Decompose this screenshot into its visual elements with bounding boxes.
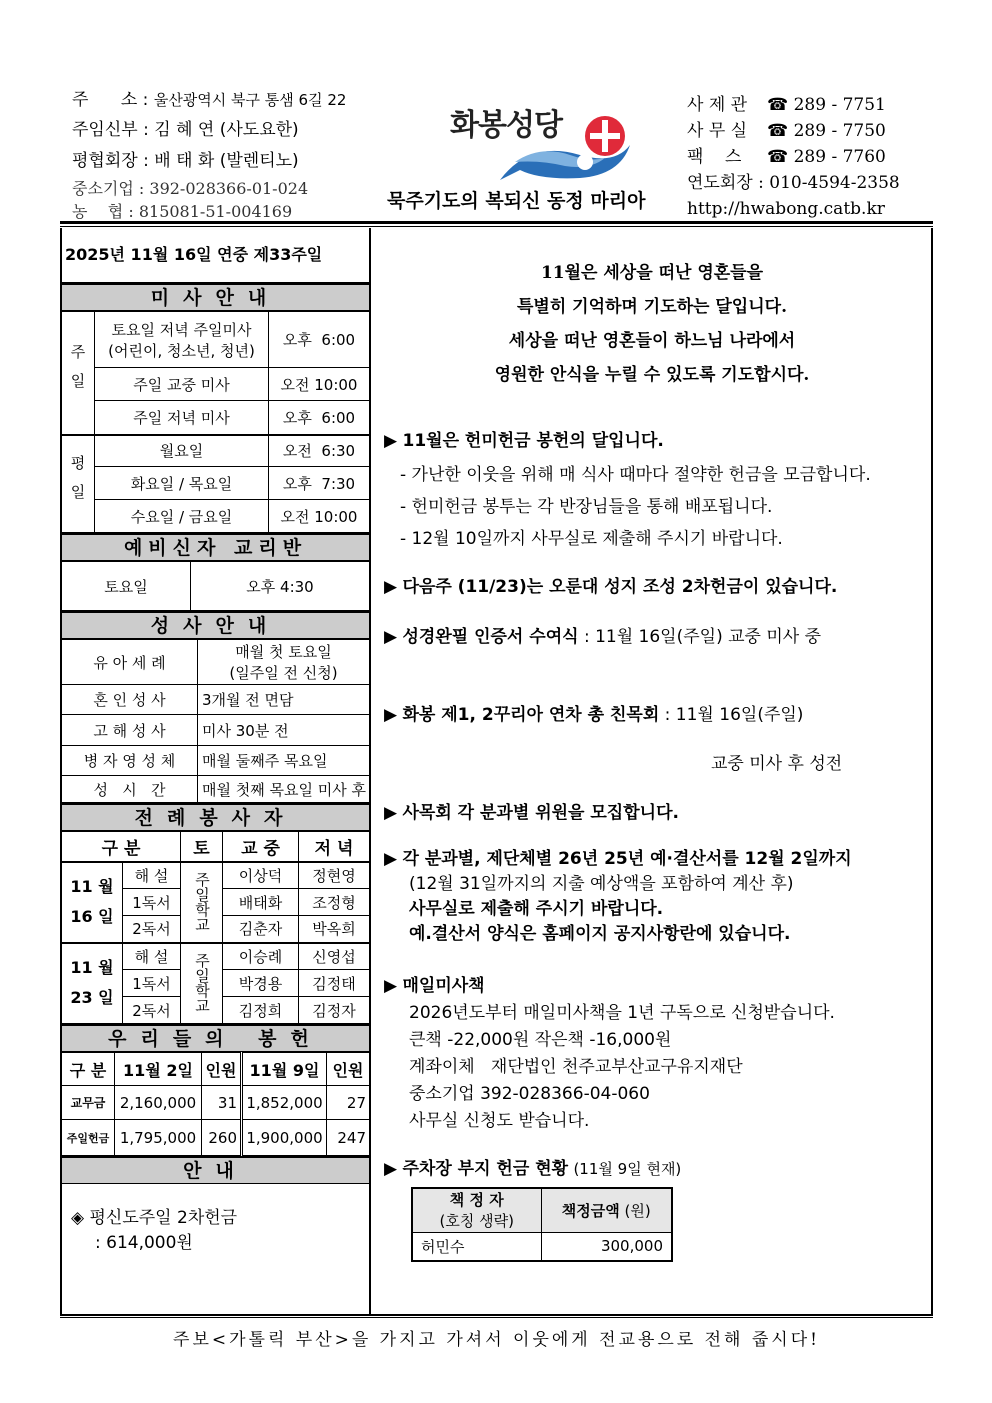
mass-name: 주일 교중 미사: [95, 368, 269, 401]
liturgy-name: 김정태: [299, 970, 370, 997]
sacrament-table: [61, 639, 370, 803]
col-header-text: 책정금액: [561, 1201, 620, 1220]
catechumen-time: 오후 4:30: [191, 562, 370, 611]
contacts: [687, 92, 900, 222]
notice-note: (11월 9일 현재): [573, 1160, 682, 1178]
sacrament-name: 성 시 간: [62, 776, 198, 803]
offering-amount: 1,900,000: [242, 1120, 327, 1156]
sacrament-header: 성사안내: [61, 611, 370, 639]
liturgy-role: 1독서: [123, 889, 181, 916]
notice-text: 예.결산서 양식은 홈페이지 공지사항란에 있습니다.: [409, 924, 791, 944]
sacrament-desc: [198, 640, 370, 685]
notice-text: 평신도주일 2차헌금: [89, 1208, 238, 1228]
notice-6: [384, 847, 852, 947]
col-header-text: 책 정 자: [449, 1191, 504, 1210]
notice-text: : 11월 16일(주일): [664, 705, 804, 725]
col-header: 11월 2일: [115, 1053, 202, 1086]
intro-line: 영원한 안식을 누릴 수 있도록 기도합시다.: [494, 365, 810, 385]
col-header: 11월 9일: [242, 1053, 327, 1086]
sacrament-name: 혼 인 성 사: [62, 685, 198, 715]
address: 울산광역시 북구 통샘 6길 22: [153, 91, 347, 109]
liturgy-table: [61, 831, 370, 1024]
liturgy-date: [62, 862, 123, 943]
notice-1: [384, 426, 664, 451]
notice-title: 11월은 헌미헌금 봉헌의 달입니다.: [402, 431, 664, 451]
diamond-bullet-icon: ◈: [71, 1208, 85, 1228]
notice-title: 성경완필 인증서 수여식: [402, 627, 579, 647]
sacrament-desc-text: 매월 첫 토요일: [235, 643, 332, 661]
notice-text: 큰책 -22,000원 작은책 -16,000원: [409, 1030, 672, 1050]
col-header: [541, 1188, 672, 1232]
liturgy-role: 해 설: [123, 862, 181, 889]
arrow-icon: ▶: [384, 976, 398, 996]
liturgy-role: 2독서: [123, 916, 181, 943]
intro-line: 11월은 세상을 떠난 영혼들을: [540, 263, 764, 283]
catechumen-table: [61, 561, 370, 611]
church-logo: [440, 100, 640, 195]
liturgy-name: 조정형: [299, 889, 370, 916]
notice-text: 계좌이체 재단법인 천주교부산교구유지재단: [409, 1057, 743, 1077]
sacrament-name: 고 해 성 사: [62, 715, 198, 746]
church-name: 화봉성당: [450, 108, 562, 143]
liturgy-date-day: 16 일: [70, 907, 114, 926]
website-link[interactable]: http://hwabong.catb.kr: [687, 199, 885, 219]
liturgy-date: [62, 943, 123, 1024]
liturgy-name: 박경용: [223, 970, 299, 997]
contact-fax: [687, 144, 900, 170]
mass-name-text: 토요일 저녁 주일미사: [111, 320, 252, 339]
mass-name: 수요일 / 금요일: [95, 500, 269, 533]
intro-message: [371, 256, 933, 392]
contact-label: 사 무 실: [687, 121, 748, 141]
mass-time: 오전 10:00: [269, 368, 370, 401]
liturgy-date-month: 11 월: [70, 877, 114, 896]
catechumen-header: 예비신자 교리반: [61, 533, 370, 561]
notice-title: 매일미사책: [402, 976, 485, 996]
mass-table: [61, 311, 370, 533]
phone-icon: ☎: [767, 121, 789, 141]
offering-count: 260: [202, 1120, 242, 1156]
liturgy-header: 전례봉사자: [61, 803, 370, 831]
contact-value: 289 - 7751: [793, 95, 886, 115]
sacrament-name: 병 자 영 성 체: [62, 746, 198, 776]
sacrament-desc: 매월 첫째 목요일 미사 후: [198, 776, 370, 803]
liturgy-date-month: 11 월: [70, 958, 114, 978]
date-title: 2025년 11월 16일 연중 제33주일: [61, 228, 370, 283]
president-row: 평협회장 : 배 태 화 (발렌티노): [72, 151, 299, 171]
parking-name: 허민수: [412, 1232, 541, 1261]
offering-header: 우리들의 봉헌: [61, 1024, 370, 1052]
parking-table: [411, 1187, 673, 1262]
bank1: 392-028366-01-024: [149, 179, 309, 198]
contact-rectory: [687, 92, 900, 118]
mass-name: [95, 312, 269, 368]
mass-time: 오전 6:30: [269, 435, 370, 467]
liturgy-role: 1독서: [123, 970, 181, 997]
contact-value: 289 - 7750: [793, 121, 886, 141]
liturgy-name: 김정희: [223, 997, 299, 1024]
liturgy-name: 박옥희: [299, 916, 370, 943]
notice-text: 2026년도부터 매일미사책을 1년 구독으로 신청받습니다.: [409, 1003, 835, 1023]
footer-rule: [60, 1317, 933, 1318]
notice-item: - 12월 10일까지 사무실로 제출해 주시기 바랍니다.: [400, 529, 783, 549]
offering-amount: 1,795,000: [115, 1120, 202, 1156]
intro-line: 세상을 떠난 영혼들이 하느님 나라에서: [508, 331, 796, 351]
contact-label: 사 제 관: [687, 95, 748, 115]
offering-count: 27: [327, 1086, 370, 1120]
offering-type: 교무금: [62, 1086, 115, 1120]
notice-text: (12월 31일까지의 지출 예상액을 포함하여 계산 후): [409, 874, 794, 894]
sacrament-desc: 미사 30분 전: [198, 715, 370, 746]
mass-time: 오후 6:00: [269, 401, 370, 435]
notice-5: [384, 798, 679, 823]
mass-header: 미사안내: [61, 283, 370, 311]
liturgy-name: 김정자: [299, 997, 370, 1024]
mass-name: 주일 저녁 미사: [95, 401, 269, 435]
contact-yeondo: 연도회장 : 010-4594-2358: [687, 173, 900, 193]
liturgy-name: 김춘자: [223, 916, 299, 943]
liturgy-role: 해 설: [123, 943, 181, 970]
notice-1-items: [400, 459, 871, 555]
patron-title: 묵주기도의 복되신 동정 마리아: [387, 190, 646, 212]
offering-table: [61, 1052, 370, 1156]
mass-time: 오후 6:00: [269, 312, 370, 368]
notice-item: - 가난한 이웃을 위해 매 식사 때마다 절약한 헌금을 모금합니다.: [400, 465, 871, 485]
sacrament-desc: 3개월 전 면담: [198, 685, 370, 715]
arrow-icon: ▶: [384, 577, 398, 597]
bank1-label: 중소기업: [72, 179, 134, 198]
bank2-label: 농 협: [72, 202, 124, 221]
arrow-icon: ▶: [384, 849, 398, 869]
arrow-icon: ▶: [384, 1159, 398, 1179]
pastor-row: 주임신부 : 김 혜 연 (사도요한): [72, 120, 299, 140]
sacrament-sub: (일주일 전 신청): [229, 664, 338, 682]
notice-title: 사목회 각 분과별 위원을 모집합니다.: [402, 803, 679, 823]
footer-message: 주보<가톨릭 부산>을 가지고 가셔서 이웃에게 전교용으로 전해 줍시다!: [173, 1330, 820, 1350]
notice-4: [384, 700, 803, 725]
arrow-icon: ▶: [384, 803, 398, 823]
president-label: 평협회장: [72, 151, 138, 171]
notice-title: 각 분과별, 제단체별 26년 25년 예·결산서를 12월 2일까지: [402, 849, 852, 869]
address-row: 주 소 : 울산광역시 북구 통샘 6길 22: [72, 90, 347, 110]
parking-amount: 300,000: [541, 1232, 672, 1261]
offering-count: 31: [202, 1086, 242, 1120]
sacrament-name: 유 아 세 례: [62, 640, 198, 685]
liturgy-name: 신영섭: [299, 943, 370, 970]
sacrament-desc: 매월 둘째주 목요일: [198, 746, 370, 776]
bank2-row: 농 협 : 815081-51-004169: [72, 202, 293, 221]
logo-emblem-icon: [440, 100, 640, 195]
header-divider-thin: [60, 226, 933, 227]
notice-text: 중소기업 392-028366-04-060: [409, 1084, 650, 1104]
col-header-sub: (원): [624, 1201, 651, 1220]
liturgy-name: 정현영: [299, 862, 370, 889]
address-label: 주 소: [72, 90, 138, 110]
pastor: 김 혜 연 (사도요한): [154, 120, 299, 140]
col-header: 인원: [202, 1053, 242, 1086]
col-header: 구 분: [62, 832, 181, 862]
notice-text: : 11월 16일(주일) 교중 미사 중: [583, 627, 822, 647]
contact-value: 289 - 7760: [793, 147, 886, 167]
offering-amount: 2,160,000: [115, 1086, 202, 1120]
president: 배 태 화 (발렌티노): [154, 151, 299, 171]
notice-title: 화봉 제1, 2꾸리아 연차 총 친목회: [402, 705, 660, 725]
col-header: 교 중: [223, 832, 299, 862]
mass-time: 오전 10:00: [269, 500, 370, 533]
notice-text: 사무실 신청도 받습니다.: [409, 1111, 590, 1131]
catechumen-day: 토요일: [62, 562, 191, 611]
liturgy-saturday: 주일학교: [181, 862, 223, 943]
intro-line: 특별히 기억하며 기도하는 달입니다.: [516, 297, 787, 317]
mass-time: 오후 7:30: [269, 467, 370, 500]
weekday-label: 평일: [62, 435, 95, 533]
col-header: 저 녁: [299, 832, 370, 862]
contact-label: 연도회장: [687, 173, 753, 193]
col-header-sub: (호칭 생략): [439, 1212, 514, 1231]
mass-name: 화요일 / 목요일: [95, 467, 269, 500]
liturgy-name: 배태화: [223, 889, 299, 916]
notice-2: [384, 572, 837, 597]
arrow-icon: ▶: [384, 627, 398, 647]
notice-title: 다음주 (11/23)는 오룬대 성지 조성 2차헌금이 있습니다.: [402, 577, 838, 597]
offering-count: 247: [327, 1120, 370, 1156]
col-header: [412, 1188, 541, 1232]
notice-item: - 헌미헌금 봉투는 각 반장님들을 통해 배포됩니다.: [400, 497, 773, 517]
liturgy-date-day: 23 일: [70, 988, 114, 1008]
offering-type: 주일헌금: [62, 1120, 115, 1156]
arrow-icon: ▶: [384, 431, 398, 451]
col-header: 토: [181, 832, 223, 862]
bank2: 815081-51-004169: [138, 202, 293, 221]
mass-sub: (어린이, 청소년, 청년): [108, 341, 255, 360]
contact-value: 010-4594-2358: [769, 173, 900, 193]
liturgy-name: 이상덕: [223, 862, 299, 889]
notice-text: 교중 미사 후 성전: [711, 754, 843, 774]
left-column: [61, 228, 370, 1256]
notice-content: [61, 1184, 370, 1256]
header-divider: [60, 221, 933, 224]
contact-label: 팩 스: [687, 147, 742, 167]
contact-office: [687, 118, 900, 144]
liturgy-role: 2독서: [123, 997, 181, 1024]
col-header: 구 분: [62, 1053, 115, 1086]
notice-8: [384, 1154, 681, 1179]
liturgy-saturday: 주일학교: [181, 943, 223, 1024]
notice-title: 주차장 부지 헌금 현황: [402, 1159, 569, 1179]
liturgy-name: 이승례: [223, 943, 299, 970]
offering-amount: 1,852,000: [242, 1086, 327, 1120]
sunday-label: 주일: [62, 312, 95, 435]
notice-amount: : 614,000원: [95, 1233, 193, 1253]
notice-header: 안내: [61, 1156, 370, 1184]
phone-icon: ☎: [767, 95, 789, 115]
bank1-row: 중소기업 : 392-028366-01-024: [72, 179, 309, 198]
col-header: 인원: [327, 1053, 370, 1086]
notice-7: [384, 973, 835, 1135]
pastor-label: 주임신부: [72, 120, 138, 140]
phone-icon: ☎: [767, 147, 789, 167]
notice-3: [384, 622, 821, 647]
notice-text: 사무실로 제출해 주시기 바랍니다.: [409, 899, 664, 919]
mass-name: 월요일: [95, 435, 269, 467]
arrow-icon: ▶: [384, 705, 398, 725]
